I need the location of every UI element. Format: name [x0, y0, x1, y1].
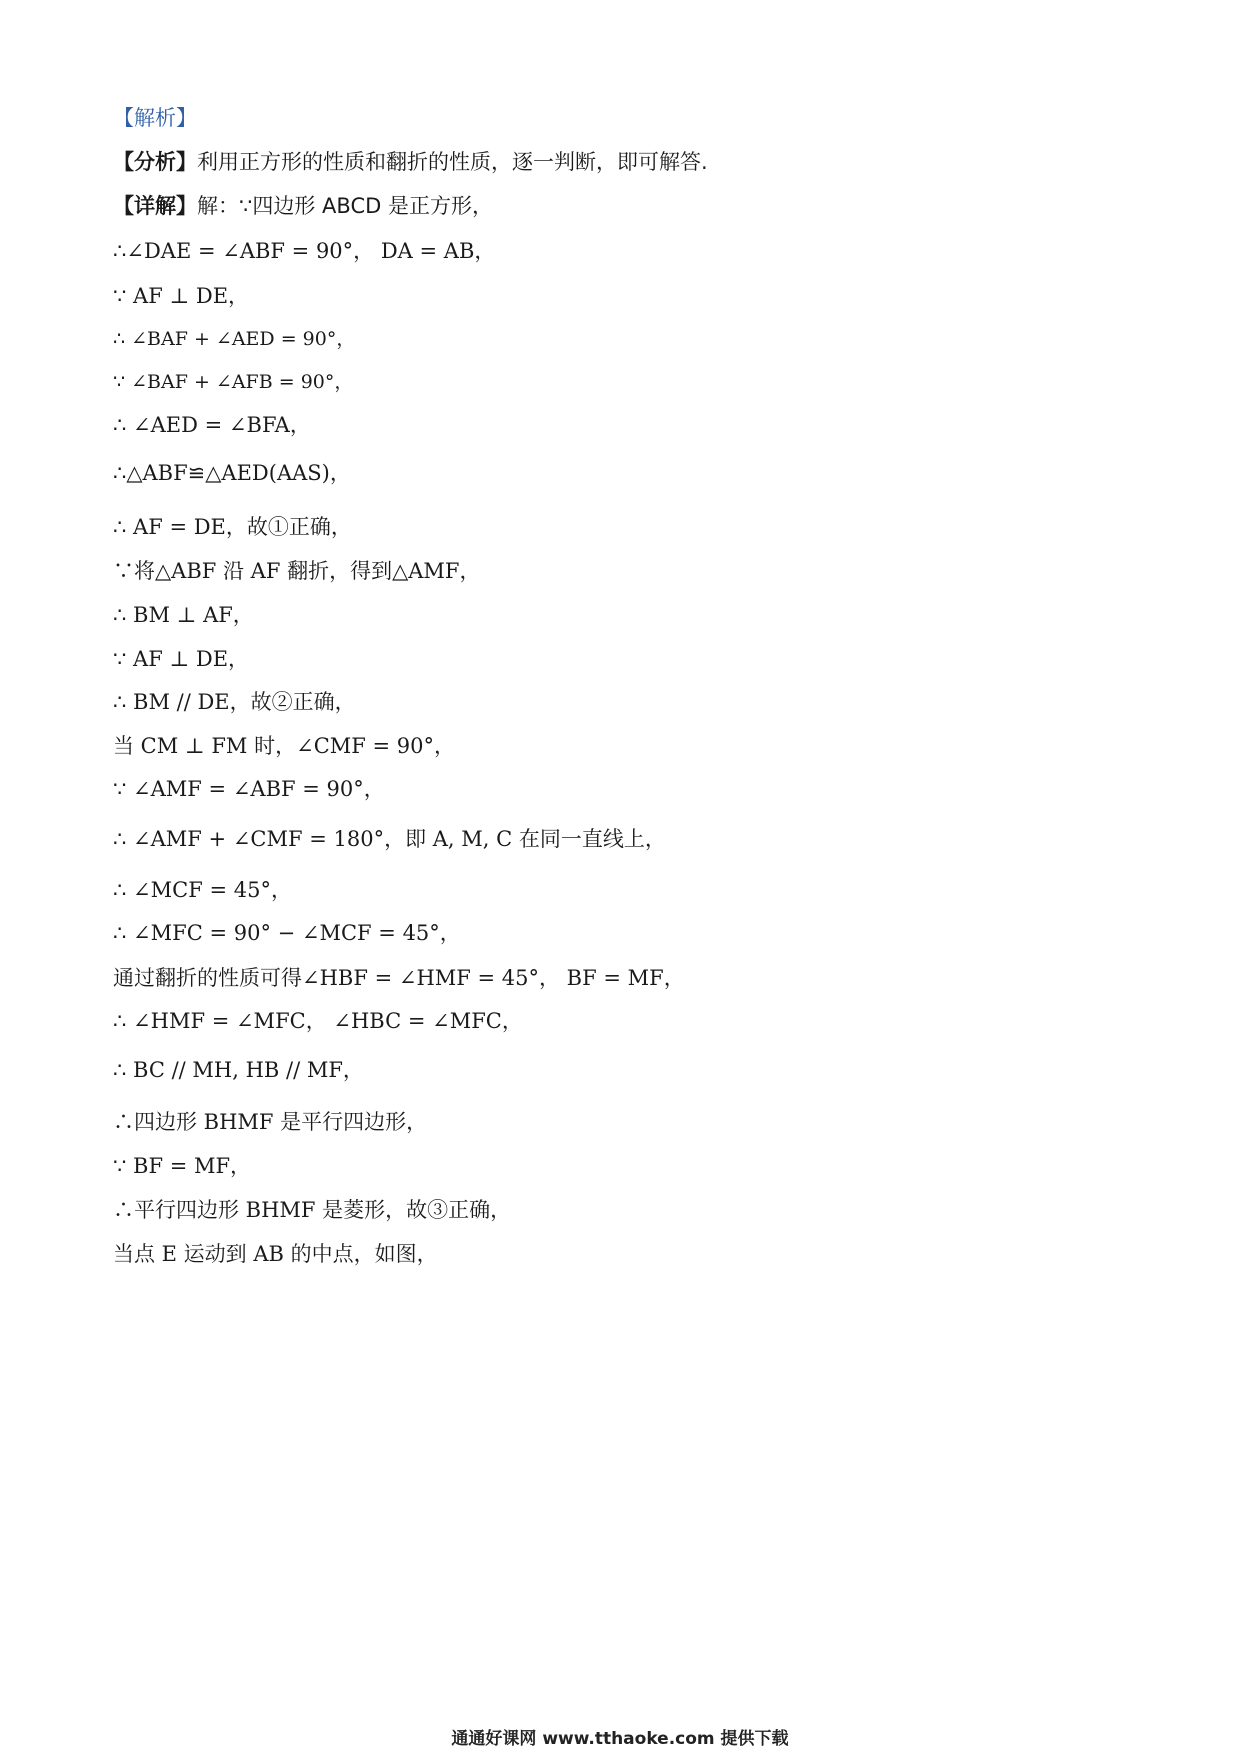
proof-line-11: ∴ BM // DE，故②正确， — [113, 690, 356, 714]
proof-line-5: ∴ ∠AED = ∠BFA， — [113, 413, 311, 437]
proof-line-23: 当点 E 运动到 AB 的中点，如图， — [113, 1242, 438, 1266]
proof-line-8: ∵将△ABF 沿 AF 翻折，得到△AMF， — [113, 559, 481, 583]
proof-line-13: ∵ ∠AMF = ∠ABF = 90°， — [113, 777, 385, 801]
proof-line-7: ∴ AF = DE，故①正确， — [113, 515, 352, 539]
proof-line-1: ∴∠DAE = ∠ABF = 90°， DA = AB， — [113, 239, 496, 263]
proof-line-17: 通过翻折的性质可得∠HBF = ∠HMF = 45°， BF = MF， — [113, 966, 685, 990]
detail-text: 解：∵四边形 ABCD 是正方形， — [197, 194, 493, 218]
proof-line-6: ∴△ABF≌△AED(AAS)， — [113, 461, 351, 485]
proof-line-14: ∴ ∠AMF + ∠CMF = 180°，即 A, M, C 在同一直线上， — [113, 827, 666, 851]
proof-line-20: ∴四边形 BHMF 是平行四边形， — [113, 1110, 428, 1134]
detail-line — [113, 191, 493, 221]
analysis-tag: 【分析】 — [113, 150, 197, 174]
proof-line-15: ∴ ∠MCF = 45°， — [113, 878, 292, 902]
proof-line-21: ∵ BF = MF， — [113, 1154, 252, 1178]
detail-tag: 【详解】 — [113, 194, 197, 218]
analysis-line — [113, 147, 708, 177]
proof-line-18: ∴ ∠HMF = ∠MFC， ∠HBC = ∠MFC， — [113, 1009, 523, 1033]
proof-line-22: ∴平行四边形 BHMF 是菱形，故③正确， — [113, 1198, 512, 1222]
proof-line-4: ∵ ∠BAF + ∠AFB = 90°， — [113, 371, 354, 393]
proof-line-3: ∴ ∠BAF + ∠AED = 90°， — [113, 328, 356, 350]
proof-line-12: 当 CM ⊥ FM 时，∠CMF = 90°， — [113, 734, 455, 758]
solution-header: 【解析】 — [113, 106, 197, 130]
analysis-text: 利用正方形的性质和翻折的性质，逐一判断，即可解答. — [197, 150, 708, 174]
proof-line-2: ∵ AF ⊥ DE， — [113, 284, 250, 308]
proof-line-9: ∴ BM ⊥ AF， — [113, 603, 254, 627]
proof-line-16: ∴ ∠MFC = 90° − ∠MCF = 45°， — [113, 921, 461, 945]
page-footer: 通通好课网 www.tthaoke.com 提供下载 — [451, 1729, 789, 1749]
proof-line-10: ∵ AF ⊥ DE， — [113, 647, 250, 671]
proof-line-19: ∴ BC // MH, HB // MF， — [113, 1058, 364, 1082]
